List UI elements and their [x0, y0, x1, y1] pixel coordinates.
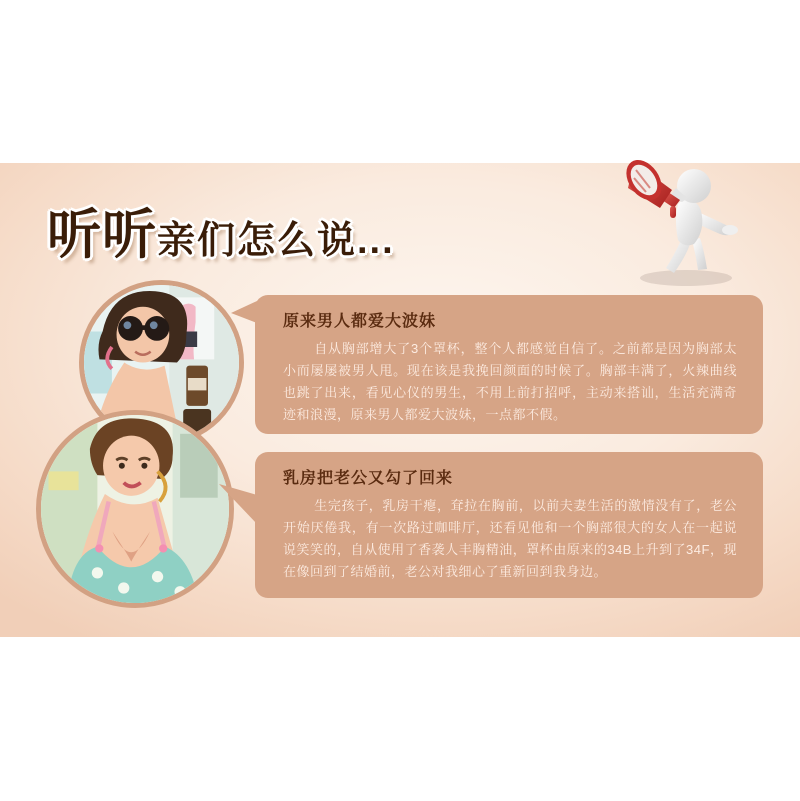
bubble-tail-1 — [231, 300, 257, 326]
customer-photo-2 — [36, 410, 234, 608]
page-title-rest: 亲们怎么说... — [157, 220, 395, 262]
testimonial-2-title: 乳房把老公又勾了回来 — [283, 470, 454, 487]
megaphone-mascot — [620, 150, 748, 290]
testimonial-1-title: 原来男人都爱大波妹 — [283, 313, 437, 330]
page-title-emphasis: 听听 — [47, 205, 157, 265]
page-title — [47, 192, 395, 269]
testimonial-1-body: 自从胸部增大了3个罩杯，整个人都感觉自信了。之前都是因为胸部太小而屡屡被男人甩。现在该是我挽回颜面的时候了。胸部丰满了，火辣曲线也跳了出来，看见心仪的男生，不用上前打招呼，主动来搭讪，生活充满奇迹和浪漫，原来男人都爱大波妹，一点都不假。 — [283, 341, 737, 422]
testimonial-bubble-1 — [255, 295, 763, 434]
bubble-tail-2 — [219, 480, 257, 526]
customer-photo-2-image — [41, 415, 229, 603]
megaphone-figure-icon — [620, 150, 748, 290]
testimonial-bubble-2 — [255, 452, 763, 598]
testimonial-2-body: 生完孩子，乳房干瘪，耷拉在胸前，以前夫妻生活的激情没有了，老公开始厌倦我，有一次路过咖啡厅，还看见他和一个胸部很大的女人在一起说说笑笑的，自从使用了香袭人丰胸精油，罩杯由原来的34B上升到了34F，现在像回到了结婚前，老公对我细心了重新回到我身边。 — [283, 498, 737, 579]
